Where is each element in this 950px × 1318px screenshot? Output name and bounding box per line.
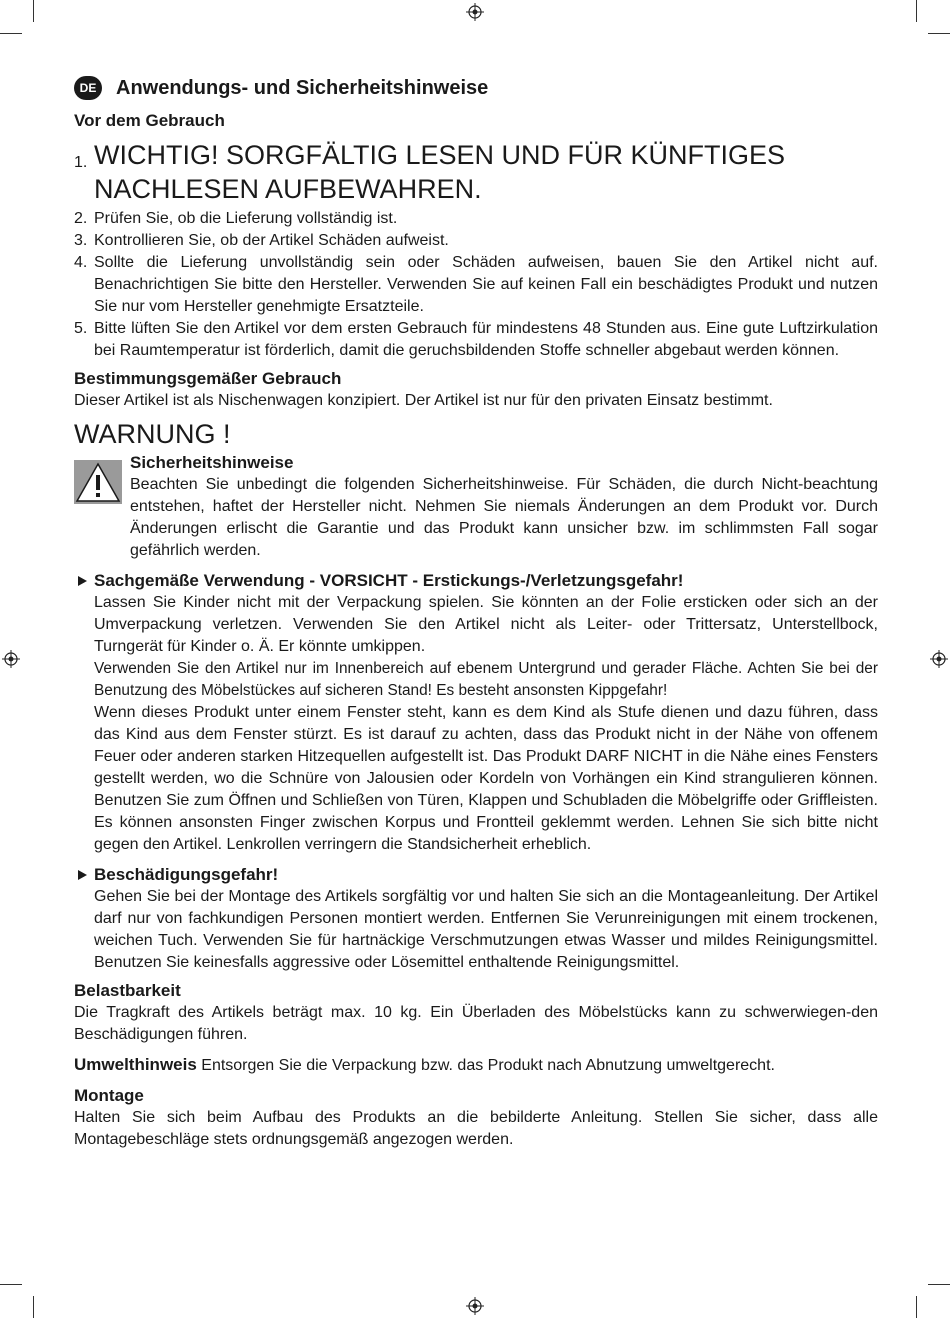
list-item-text: Sollte die Lieferung unvollständig sein oder Schäden aufweisen, bauen Sie den Artikel nicht auf. Benachrichtigen Sie bitte den Hersteller. Verwenden Sie auf keinen Fall ein beschädigtes Produkt und nutzen Sie nur vom Hersteller genehmigte Ersatzteile. <box>94 254 878 315</box>
damage-text: Gehen Sie bei der Montage des Artikels sorgfältig vor und halten Sie sich an die Montageanleitung. Der Artikel darf nur von fachkundigen Personen montiert werden. Entfernen Sie Verunreinigungen mit einem trockenen, weichen Tuch. Verwenden Sie für hartnäckige Verschmutzungen etwas Wasser und mildes Reinigungsmittel. Benutzen Sie keinesfalls aggressive oder Lösemittel enthaltende Reinigungsmittel. <box>94 888 878 971</box>
list-item-number: 4. <box>74 254 88 271</box>
proper-use-p2: Verwenden Sie den Artikel nur im Innenbereich auf ebenem Untergrund und gerader Fläche. Achten Sie bei der Benutzung des Möbelstückes auf sicheren Stand! Es besteht ansonsten Kippgefahr! <box>94 660 878 699</box>
environment-paragraph <box>74 1054 878 1077</box>
safety-heading: Sicherheitshinweise <box>130 453 294 472</box>
crop-mark <box>0 1284 22 1285</box>
warning-triangle-icon <box>74 460 122 504</box>
safety-text: Beachten Sie unbedingt die folgenden Sicherheitshinweise. Für Schäden, die durch Nicht-beachtung entstehen, haftet der Hersteller nicht. Nehmen Sie niemals Änderungen an dem Produkt vor. Durch Änderungen erlischt die Garantie und das Produkt kann unsicher bzw. im schlimmsten Fall sogar gefährlich werden. <box>130 476 878 559</box>
list-item-text: Prüfen Sie, ob die Lieferung vollständig ist. <box>94 210 398 227</box>
crop-mark <box>33 0 34 22</box>
list-item <box>74 318 878 362</box>
safety-block <box>74 452 878 562</box>
list-item-number: 1. <box>74 154 88 171</box>
assembly-heading: Montage <box>74 1086 144 1105</box>
crop-mark <box>916 0 917 22</box>
environment-heading: Umwelthinweis <box>74 1055 197 1074</box>
damage-section <box>74 864 878 974</box>
crop-mark <box>928 1284 950 1285</box>
load-text: Die Tragkraft des Artikels beträgt max. 10 kg. Ein Überladen des Möbelstücks kann zu schwerwiegen-den Beschädigungen führen. <box>74 1004 878 1043</box>
registration-mark-icon <box>466 3 484 21</box>
before-use-heading: Vor dem Gebrauch <box>74 111 225 130</box>
intended-use-heading: Bestimmungsgemäßer Gebrauch <box>74 369 342 388</box>
proper-use-section <box>74 570 878 856</box>
load-heading: Belastbarkeit <box>74 981 181 1000</box>
arrow-right-icon <box>78 870 87 880</box>
crop-mark <box>916 1296 917 1318</box>
crop-mark <box>33 1296 34 1318</box>
list-item-text: Kontrollieren Sie, ob der Artikel Schäden aufweist. <box>94 232 449 249</box>
list-item-number: 2. <box>74 210 88 227</box>
proper-use-p3: Wenn dieses Produkt unter einem Fenster steht, kann es dem Kind als Stufe dienen und dazu führen, dass das Kind aus dem Fenster stürzt. Es ist darauf zu achten, dass das Produkt nicht in der Nähe von offenem Feuer oder anderen starken Hitzequellen aufgestellt ist. Das Produkt DARF NICHT in die Nähe eines Fensters gestellt werden, wo die Schnüre von Jalousien oder Kordeln von Vorhängen ein Kind strangulieren können. Benutzen Sie zum Öffnen und Schließen von Türen, Klappen und Schubladen die Möbelgriffe oder Griffleisten. Es können ansonsten Finger zwischen Korpus und Frontteil geklemmt werden. Lehnen Sie sich bitte nicht gegen den Artikel. Lenkrollen verringern die Standsicherheit erheblich. <box>94 704 878 853</box>
arrow-right-icon <box>78 576 87 586</box>
registration-mark-icon <box>466 1297 484 1315</box>
list-item <box>74 208 878 230</box>
list-item-text: Bitte lüften Sie den Artikel vor dem ersten Gebrauch für mindestens 48 Stunden aus. Eine gute Luftzirkulation bei Raumtemperatur ist förderlich, damit die geruchsbildenden Stoffe schneller abgebaut werden können. <box>94 320 878 359</box>
damage-heading: Beschädigungsgefahr! <box>94 865 279 884</box>
list-item-number: 3. <box>74 232 88 249</box>
crop-mark <box>0 33 22 34</box>
registration-mark-icon <box>2 650 20 668</box>
proper-use-p1: Lassen Sie Kinder nicht mit der Verpackung spielen. Sie könnten an der Folie ersticken oder sich an der Umverpackung verletzen. Verwenden Sie den Artikel nicht als Leiter- oder Trittersatz, Unterstellbock, Turngerät für Kinder o. Ä. Er könnte umkippen. <box>94 594 878 655</box>
assembly-text: Halten Sie sich beim Aufbau des Produkts an die bebilderte Anleitung. Stellen Sie sicher, dass alle Montagebeschläge stets ordnungsgemäß angezogen werden. <box>74 1109 878 1148</box>
warning-title: WARNUNG ! <box>74 419 231 449</box>
page-title: Anwendungs- und Sicherheitshinweise <box>116 76 489 99</box>
page-header <box>74 74 878 102</box>
list-item-number: 5. <box>74 320 88 337</box>
list-item-text: WICHTIG! SORGFÄLTIG LESEN UND FÜR KÜNFTIGES NACHLESEN AUFBEWAHREN. <box>94 140 786 204</box>
environment-text: Entsorgen Sie die Verpackung bzw. das Produkt nach Abnutzung umweltgerecht. <box>201 1057 775 1074</box>
list-item <box>74 252 878 318</box>
list-item <box>74 230 878 252</box>
before-use-list <box>74 138 878 362</box>
intended-use-text: Dieser Artikel ist als Nischenwagen konzipiert. Der Artikel ist nur für den privaten Einsatz bestimmt. <box>74 392 773 409</box>
proper-use-heading: Sachgemäße Verwendung - VORSICHT - Erstickungs-/Verletzungsgefahr! <box>94 571 684 590</box>
crop-mark <box>928 33 950 34</box>
list-item <box>74 138 878 206</box>
registration-mark-icon <box>930 650 948 668</box>
language-badge: DE <box>74 76 102 100</box>
document-page <box>74 74 878 1151</box>
